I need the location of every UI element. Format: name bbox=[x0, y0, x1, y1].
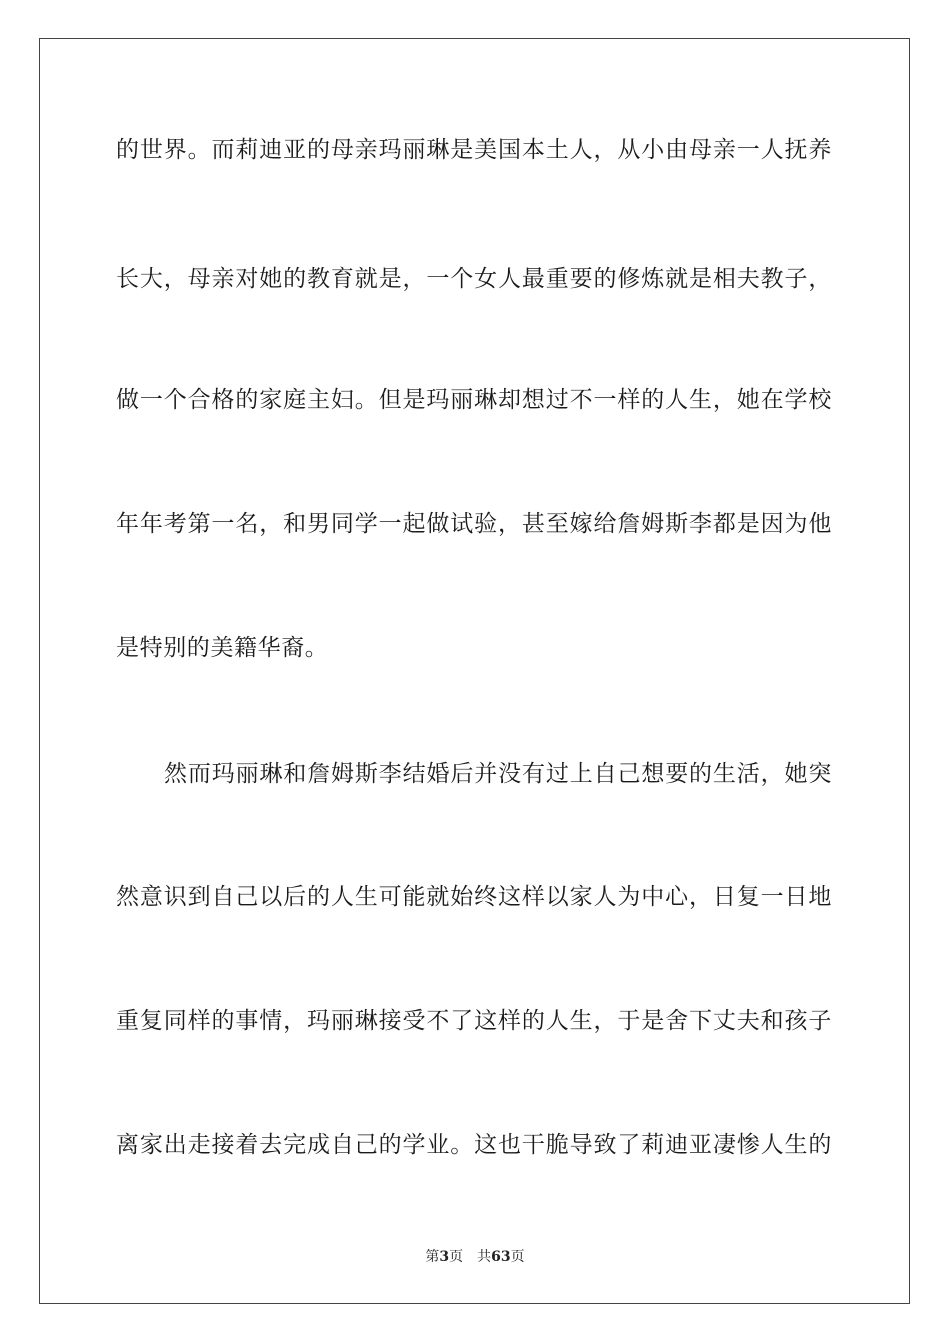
footer-total-pages: 63 bbox=[491, 1249, 511, 1265]
page-footer bbox=[0, 1248, 950, 1266]
text-line-6-indented: 然而玛丽琳和詹姆斯李结婚后并没有过上自己想要的生活，她突 bbox=[164, 761, 832, 787]
text-line-3: 做一个合格的家庭主妇。但是玛丽琳却想过不一样的人生，她在学校 bbox=[116, 387, 832, 413]
page-border bbox=[39, 38, 910, 1304]
footer-total-suffix: 页 bbox=[510, 1249, 525, 1265]
footer-total-prefix: 共 bbox=[477, 1249, 492, 1265]
footer-page-prefix: 第 bbox=[425, 1249, 440, 1265]
text-line-2: 长大，母亲对她的教育就是，一个女人最重要的修炼就是相夫教子， bbox=[116, 266, 832, 292]
text-line-5: 是特别的美籍华裔。 bbox=[116, 635, 329, 661]
text-line-4: 年年考第一名，和男同学一起做试验，甚至嫁给詹姆斯李都是因为他 bbox=[116, 511, 832, 537]
text-line-9: 离家出走接着去完成自己的学业。这也干脆导致了莉迪亚凄惨人生的 bbox=[116, 1132, 832, 1158]
footer-page-number: 3 bbox=[439, 1249, 450, 1265]
text-line-7: 然意识到自己以后的人生可能就始终这样以家人为中心，日复一日地 bbox=[116, 884, 832, 910]
footer-page-suffix: 页 bbox=[449, 1249, 464, 1265]
text-line-1: 的世界。而莉迪亚的母亲玛丽琳是美国本土人，从小由母亲一人抚养 bbox=[116, 137, 832, 163]
text-line-8: 重复同样的事情，玛丽琳接受不了这样的人生，于是舍下丈夫和孩子 bbox=[116, 1008, 832, 1034]
